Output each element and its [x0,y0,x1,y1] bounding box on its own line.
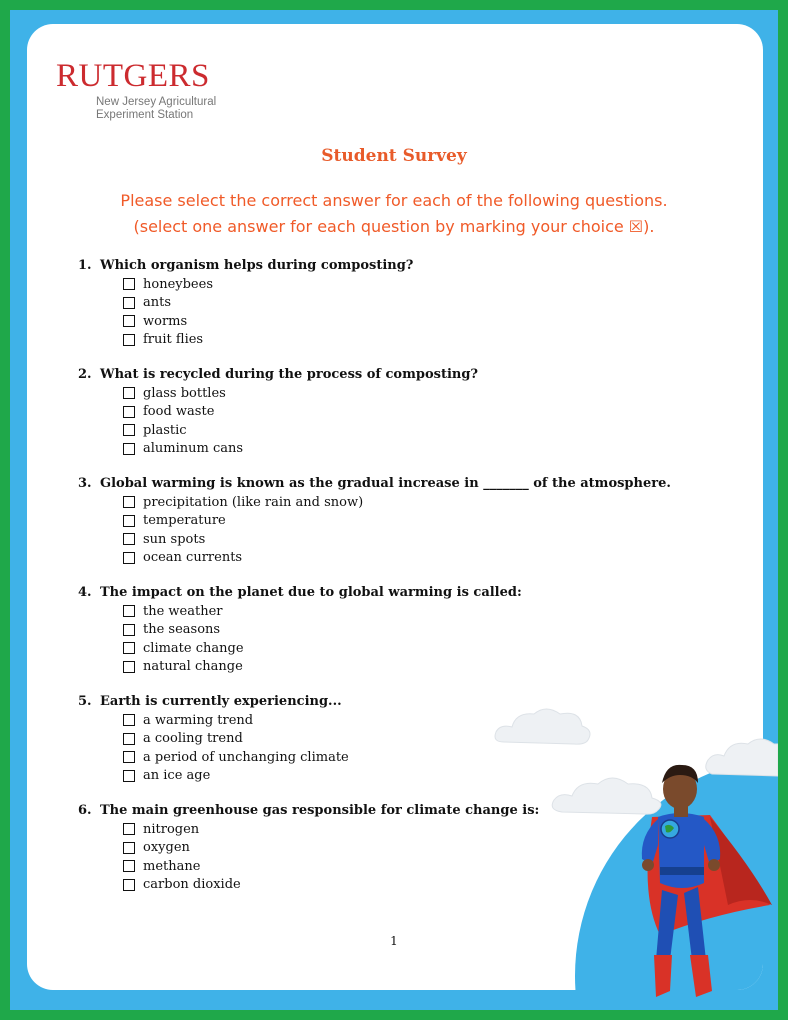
question-prompt: What is recycled during the process of composting? [100,367,479,382]
checkbox[interactable] [123,860,135,872]
checkbox[interactable] [123,733,135,745]
checkbox[interactable] [123,496,135,508]
answer-option[interactable] [123,730,718,749]
checkbox[interactable] [123,424,135,436]
checkbox[interactable] [123,661,135,673]
page-number: 1 [390,934,398,948]
answer-option[interactable] [123,421,718,440]
question-1 [78,257,718,349]
question-number: 4. [78,585,92,600]
question-text [78,366,718,384]
instructions-line1: Please select the correct answer for each of the following questions. [120,191,668,210]
question-2 [78,366,718,458]
logo-subtitle-line2: Experiment Station [96,109,194,121]
question-prompt: Global warming is known as the gradual increase in _______ of the atmosphere. [100,476,671,491]
checkbox[interactable] [123,879,135,891]
checkbox[interactable] [123,823,135,835]
rutgers-logo [56,58,216,122]
checkbox[interactable] [123,770,135,782]
answer-option[interactable] [123,658,718,677]
question-4 [78,584,718,676]
answer-label: precipitation (like rain and snow) [143,494,364,510]
answer-label: oxygen [143,840,190,856]
answer-label: plastic [143,422,187,438]
question-prompt: The impact on the planet due to global warming is called: [100,585,522,600]
answer-label: honeybees [143,276,213,292]
answer-label: ocean currents [143,550,243,566]
checkbox[interactable] [123,533,135,545]
answer-option[interactable] [123,384,718,403]
checkbox[interactable] [123,642,135,654]
answer-option[interactable] [123,440,718,459]
checkbox[interactable] [123,387,135,399]
question-3 [78,475,718,567]
answer-option[interactable] [123,711,718,730]
answer-option[interactable] [123,530,718,549]
checkbox[interactable] [123,406,135,418]
checkbox[interactable] [123,624,135,636]
answer-option[interactable] [123,621,718,640]
superhero-illustration [600,755,775,1005]
checkbox[interactable] [123,515,135,527]
question-text [78,584,718,602]
answer-label: food waste [143,404,215,420]
cloud-icon [490,702,595,750]
answer-label: fruit flies [143,332,204,348]
checkbox[interactable] [123,714,135,726]
checkbox[interactable] [123,297,135,309]
answer-label: glass bottles [143,385,226,401]
question-prompt: Earth is currently experiencing... [100,694,342,709]
checkbox[interactable] [123,842,135,854]
checkbox[interactable] [123,605,135,617]
answer-option[interactable] [123,602,718,621]
logo-subtitle-line1: New Jersey Agricultural [96,96,217,108]
answer-option[interactable] [123,549,718,568]
answer-label: nitrogen [143,821,200,837]
answer-label: climate change [143,640,244,656]
checkbox[interactable] [123,552,135,564]
answer-label: temperature [143,513,226,529]
answer-label: carbon dioxide [143,877,241,893]
question-number: 3. [78,476,92,491]
answer-option[interactable] [123,331,718,350]
page-title: Student Survey [321,146,467,166]
answer-option[interactable] [123,639,718,658]
answer-label: a period of unchanging climate [143,749,349,765]
answer-label: an ice age [143,768,211,784]
question-text [78,257,718,275]
instructions [0,188,788,240]
question-prompt: Which organism helps during composting? [100,258,414,273]
answer-label: the weather [143,603,223,619]
answer-label: aluminum cans [143,441,244,457]
question-number: 6. [78,803,92,818]
question-number: 2. [78,367,92,382]
checkbox[interactable] [123,751,135,763]
answer-option[interactable] [123,493,718,512]
answer-label: a cooling trend [143,731,243,747]
checkbox[interactable] [123,315,135,327]
question-text [78,693,718,711]
answer-label: the seasons [143,622,221,638]
checkbox[interactable] [123,443,135,455]
checkbox[interactable] [123,334,135,346]
question-prompt: The main greenhouse gas responsible for climate change is: [100,803,540,818]
question-text [78,475,718,493]
instructions-line2: (select one answer for each question by marking your choice ☒). [133,217,655,236]
answer-option[interactable] [123,403,718,422]
answer-label: sun spots [143,531,206,547]
answer-label: a warming trend [143,712,254,728]
answer-label: methane [143,858,201,874]
logo-wordmark: RUTGERS [56,58,210,94]
question-number: 1. [78,258,92,273]
answer-label: ants [143,295,172,311]
answer-label: worms [143,313,188,329]
answer-option[interactable] [123,512,718,531]
answer-label: natural change [143,659,243,675]
answer-option[interactable] [123,294,718,313]
question-number: 5. [78,694,92,709]
answer-option[interactable] [123,312,718,331]
checkbox[interactable] [123,278,135,290]
answer-option[interactable] [123,275,718,294]
